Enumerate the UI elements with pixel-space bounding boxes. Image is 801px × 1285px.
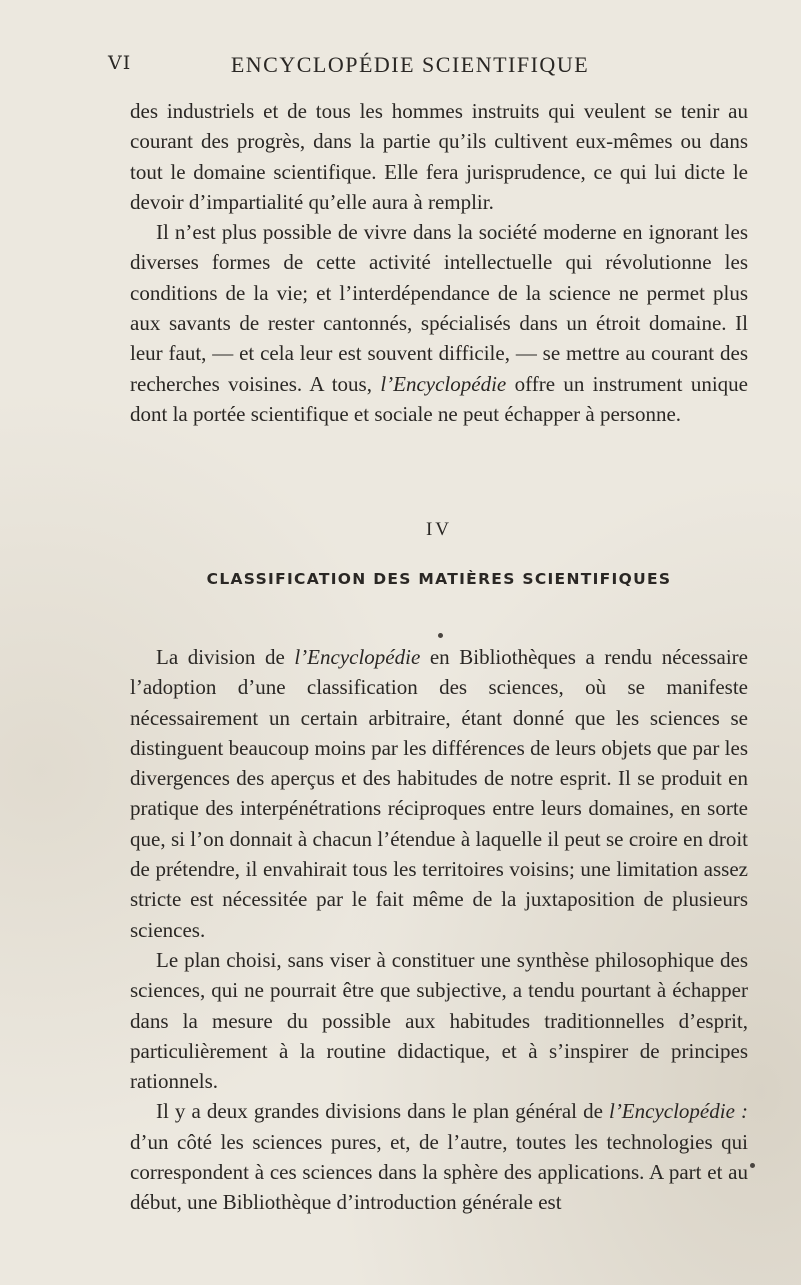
paragraph-2 [130,217,748,429]
paragraph-3-italic: l’Encyclopédie [294,645,421,669]
ink-dot-mark [438,633,443,638]
paragraph-2-text-a: Il n’est plus possible de vivre dans la société moderne en ignorant les diverses formes de cette activité intellectuelle qui révolutionne les conditions de la vie; et l’interdépendance de la science ne permet plus aux savants de rester cantonnés, spécialisés dans un étroit domaine. Il leur faut, — et cela leur est souvent difficile, — se mettre au courant des recherches voisines. A tous, [130,220,748,396]
paragraph-5-text-a: Il y a deux grandes divisions dans le plan général de [156,1099,609,1124]
paragraph-3-text-a: La division de [156,645,295,669]
section-number: IV [425,519,453,540]
bottom-text-block [130,642,748,1218]
paragraph-4: Le plan choisi, sans viser à constituer une synthèse philosophique des sciences, qui ne pourrait être que subjective, a tendu pourtant à échapper dans la mesure du possible aux habitudes traditionnelles d’esprit, particulièrement à la routine didactique, et à s’inspirer de principes rationnels. [130,947,748,1094]
top-text-block [130,96,748,429]
paragraph-2-text-b: offre un instrument unique dont la portée scientifique et sociale ne peut échapper à personne. [130,371,749,426]
ink-dot-mark-lower [750,1163,755,1168]
paragraph-5-italic: l’Encyclopédie : [608,1099,748,1124]
running-head [108,52,712,82]
paragraph-3-text-b: en Bibliothèques a rendu nécessaire l’adoption d’une classification des sciences, où se manifeste nécessairement un certain arbitraire, étant donné que les sciences se distinguent beaucoup moins par les différences de leurs objets que par les divergences des aperçus et des habitudes de notre esprit. Il se produit en pratique des interpénétrations réciproques entre leurs domaines, en sorte que, si l’on donnait à chacun l’étendue à laquelle il peut se croire en droit de prétendre, il envahirait tous les territoires voisins; une limitation assez stricte est nécessitée par le fait même de la juxtaposition de plusieurs sciences. [130,645,748,942]
paragraph-1: des industriels et de tous les hommes instruits qui veulent se tenir au courant des progrès, dans la partie qu’ils cultivent eux-mêmes ou dans tout le domaine scientifique. Elle fera jurisprudence, ce qui lui dicte le devoir d’impartialité qu’elle aura à remplir. [130,99,748,214]
page-number: VI [108,52,132,74]
running-title: ENCYCLOPÉDIE SCIENTIFIQUE [230,52,590,77]
paragraph-5-text-b: d’un côté les sciences pures, et, de l’autre, toutes les technologies qui correspondent à ces sciences dans la sphère des applications. A part et au début, une Bibliothèque d’introduction générale est [130,1129,748,1215]
section-title: CLASSIFICATION DES MATIÈRES SCIENTIFIQUES [206,570,672,588]
paragraph-3 [130,642,748,945]
paragraph-2-italic: l’Encyclopédie [380,371,507,396]
paragraph-5 [130,1096,748,1217]
